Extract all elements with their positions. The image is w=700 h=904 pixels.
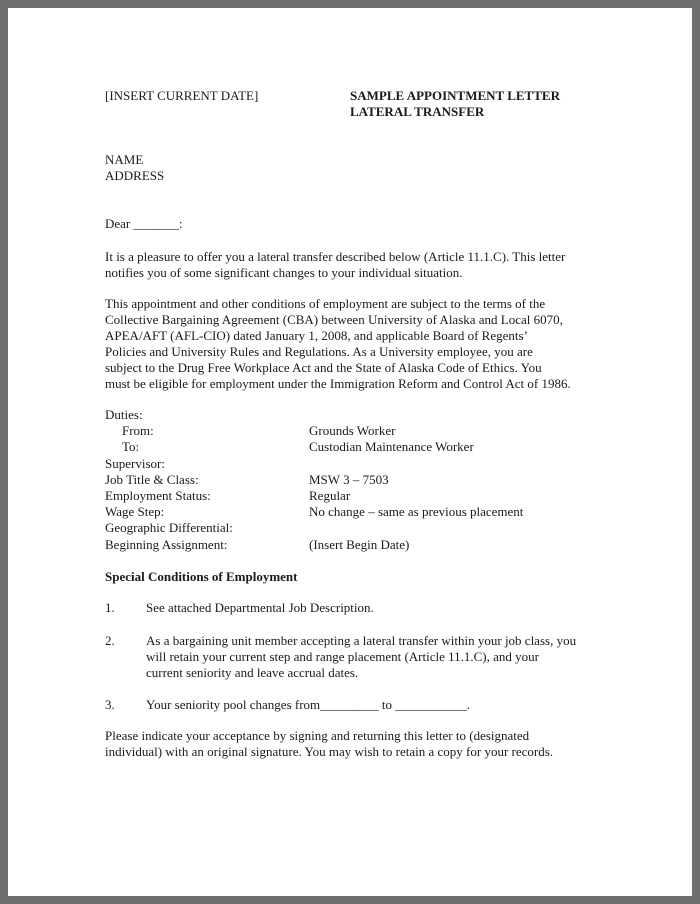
letter-title-line-2: LATERAL TRANSFER — [350, 104, 485, 119]
duties-label: Duties: — [105, 407, 143, 422]
conditions-paragraph — [105, 296, 571, 392]
condition-number: 2. — [105, 633, 115, 648]
condition-line: See attached Departmental Job Description. — [146, 600, 374, 615]
salutation: Dear _______: — [105, 216, 183, 231]
condition-item — [146, 697, 470, 713]
recipient-address: ADDRESS — [105, 168, 165, 183]
job-title-label: Job Title & Class: — [105, 472, 199, 487]
from-value: Grounds Worker — [309, 423, 396, 438]
employment-status-label: Employment Status: — [105, 488, 211, 503]
condition-line: current seniority and leave accrual dates. — [146, 665, 359, 680]
job-title-value: MSW 3 – 7503 — [309, 472, 389, 487]
letter-title-line-1: SAMPLE APPOINTMENT LETTER — [350, 88, 560, 103]
wage-step-label: Wage Step: — [105, 504, 165, 519]
conditions-line: This appointment and other conditions of employment are subject to the terms of the — [105, 296, 546, 311]
conditions-line: Policies and University Rules and Regulations. As a University employee, you are — [105, 344, 533, 359]
condition-line: Your seniority pool changes from_________ to ___________. — [146, 697, 471, 712]
to-label: To: — [122, 439, 140, 454]
employment-status-value: Regular — [309, 488, 351, 503]
intro-paragraph — [105, 249, 565, 281]
conditions-line: must be eligible for employment under the Immigration Reform and Control Act of 1986. — [105, 376, 571, 391]
condition-line: As a bargaining unit member accepting a lateral transfer within your job class, you — [146, 633, 577, 648]
geographic-differential-label: Geographic Differential: — [105, 520, 233, 535]
closing-line: Please indicate your acceptance by signing and returning this letter to (designated — [105, 728, 530, 743]
beginning-assignment-label: Beginning Assignment: — [105, 537, 228, 552]
conditions-line: Collective Bargaining Agreement (CBA) between University of Alaska and Local 6070, — [105, 312, 563, 327]
condition-line: will retain your current step and range placement (Article 11.1.C), and your — [146, 649, 539, 664]
beginning-assignment-value: (Insert Begin Date) — [309, 537, 410, 552]
from-label: From: — [122, 423, 154, 438]
closing-line: individual) with an original signature. You may wish to retain a copy for your records. — [105, 744, 554, 759]
letter-page — [8, 8, 692, 896]
condition-item — [146, 600, 374, 616]
conditions-line: APEA/AFT (AFL-CIO) dated January 1, 2008, and applicable Board of Regents’ — [105, 328, 528, 343]
condition-number: 3. — [105, 697, 115, 712]
recipient-name: NAME — [105, 152, 144, 167]
to-value: Custodian Maintenance Worker — [309, 439, 474, 454]
date-placeholder: [INSERT CURRENT DATE] — [105, 88, 259, 103]
condition-item — [146, 633, 576, 681]
special-conditions-heading: Special Conditions of Employment — [105, 569, 298, 584]
intro-line: notifies you of some significant changes to your individual situation. — [105, 265, 463, 280]
wage-step-value: No change – same as previous placement — [309, 504, 524, 519]
intro-line: It is a pleasure to offer you a lateral transfer described below (Article 11.1.C). This letter — [105, 249, 566, 264]
conditions-line: subject to the Drug Free Workplace Act and the State of Alaska Code of Ethics. You — [105, 360, 542, 375]
condition-number: 1. — [105, 600, 115, 615]
closing-paragraph — [105, 728, 553, 760]
supervisor-label: Supervisor: — [105, 456, 165, 471]
